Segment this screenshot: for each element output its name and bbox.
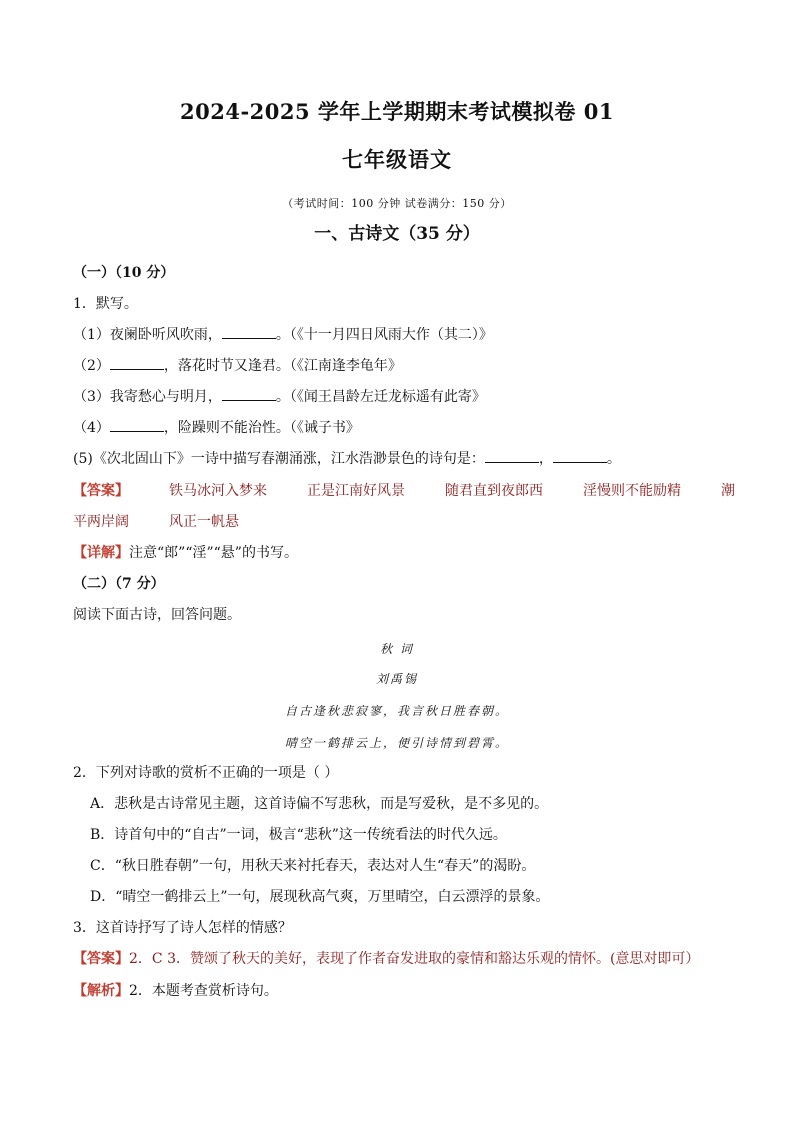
- answer-tag: 【答案】: [73, 483, 129, 499]
- question-1: 1．默写。: [73, 296, 138, 312]
- blank: [222, 324, 276, 339]
- blank: [222, 386, 276, 401]
- analysis-text: 2．本题考查赏析诗句。: [129, 983, 278, 999]
- section-heading: 一、古诗文（35 分）: [314, 224, 480, 244]
- answer-4: 淫慢则不能励精: [583, 483, 681, 499]
- blank: [110, 417, 164, 432]
- poem-title: 秋 词: [380, 642, 414, 656]
- fill-item-3: [73, 386, 486, 406]
- fill-item-1-pre: （1）夜阑卧听风吹雨，: [73, 327, 222, 343]
- poem-line-2: 晴空一鹤排云上，便引诗情到碧霄。: [284, 736, 509, 750]
- fill-item-4-post: ，险躁则不能治性。（《诫子书》: [163, 420, 360, 436]
- answer-3: 随君直到夜郎西: [445, 483, 543, 499]
- fill-item-5-pre: (5)《次北固山下》一诗中描写春潮涌涨，江水浩渺景色的诗句是：: [73, 451, 485, 467]
- fill-item-4-pre: （4）: [73, 420, 110, 436]
- answer-line-part2: [73, 948, 699, 968]
- part2-intro: 阅读下面古诗，回答问题。: [73, 607, 241, 623]
- fill-item-3-pre: （3）我寄愁心与明月，: [73, 389, 222, 405]
- option-d: D．“晴空一鹤排云上”一句，展现秋高气爽，万里晴空，白云漂浮的景象。: [90, 889, 550, 905]
- part2-heading: （二）（7 分）: [73, 576, 165, 592]
- answer-line-2: [73, 511, 239, 531]
- page-title: 2024-2025 学年上学期期末考试模拟卷 01: [180, 99, 614, 124]
- option-c: C．“秋日胜春朝”一句，用秋天来衬托春天，表达对人生“春天”的渴盼。: [90, 858, 536, 874]
- answer-2: 正是江南好风景: [307, 483, 405, 499]
- answer-line-1: [73, 480, 735, 500]
- fill-item-5-post: 。: [606, 451, 621, 467]
- blank: [553, 448, 607, 463]
- fill-item-5: [73, 448, 621, 468]
- part1-heading: （一）（10 分）: [73, 265, 175, 281]
- fill-item-2-post: ，落花时节又逢君。（《江南逢李龟年》: [163, 358, 402, 374]
- detail-text: 注意“郎”“淫”“悬”的书写。: [129, 545, 298, 561]
- question-3: 3．这首诗抒写了诗人怎样的情感？: [73, 920, 292, 936]
- fill-item-4: [73, 417, 360, 437]
- exam-note: （考试时间：100 分钟 试卷满分：150 分）: [282, 197, 512, 210]
- poem-line-1: 自古逢秋悲寂寥，我言秋日胜春朝。: [284, 704, 509, 718]
- blank: [110, 355, 164, 370]
- fill-item-5-mid: ，: [538, 451, 553, 467]
- answer-5b: 平两岸阔: [73, 514, 129, 530]
- fill-item-3-post: 。（《闻王昌龄左迁龙标遥有此寄》: [275, 389, 486, 405]
- answer-tag: 【答案】: [73, 951, 129, 967]
- answer-6: 风正一帆悬: [169, 514, 239, 530]
- detail-tag: 【详解】: [73, 545, 129, 561]
- page-subtitle: 七年级语文: [342, 147, 452, 172]
- poem-author: 刘禹锡: [375, 672, 418, 686]
- fill-item-1-post: 。（《十一月四日风雨大作（其二）》: [275, 327, 493, 343]
- analysis-line: [73, 980, 278, 1000]
- answer-1: 铁马冰河入梦来: [169, 483, 267, 499]
- question-2: 2．下列对诗歌的赏析不正确的一项是（ ）: [73, 765, 339, 781]
- option-b: B．诗首句中的“自古”一词，极言“悲秋”这一传统看法的时代久远。: [90, 827, 507, 843]
- fill-item-1: [73, 324, 493, 344]
- fill-item-2: [73, 355, 402, 375]
- answer-5a: 潮: [721, 483, 735, 499]
- fill-item-2-pre: （2）: [73, 358, 110, 374]
- analysis-tag: 【解析】: [73, 983, 129, 999]
- answer-text: 2．C 3．赞颂了秋天的美好，表现了作者奋发进取的豪情和豁达乐观的情怀。(意思对即可）: [129, 951, 700, 967]
- blank: [485, 448, 539, 463]
- option-a: A．悲秋是古诗常见主题，这首诗偏不写悲秋，而是写爱秋，是不多见的。: [90, 796, 549, 812]
- detail-line: [73, 542, 298, 562]
